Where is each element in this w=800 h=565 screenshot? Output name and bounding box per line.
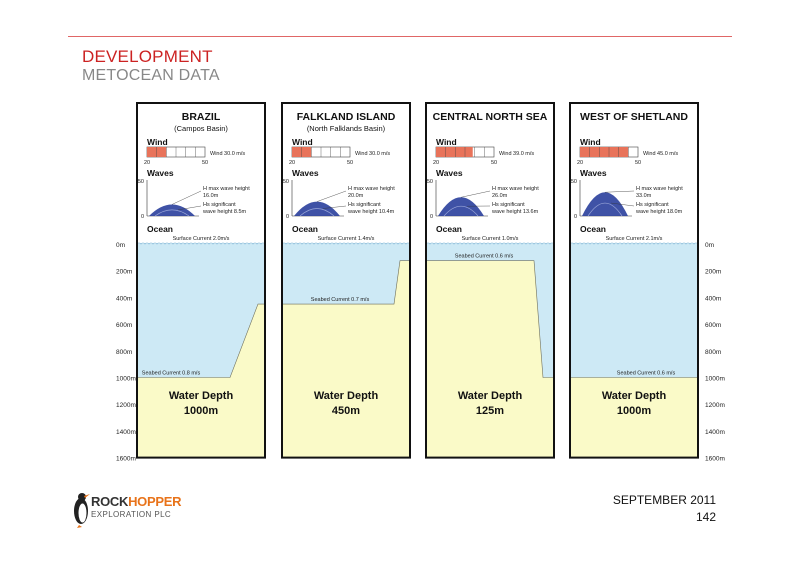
wave-axis-min: 0 [573, 214, 577, 220]
water-depth-value: 450m [331, 405, 361, 417]
wind-label: Wind [147, 137, 168, 147]
wind-scale-min: 20 [143, 160, 151, 166]
wave-axis-min: 0 [429, 214, 433, 220]
wind-speed-label: Wind 30.0 m/s [210, 151, 246, 157]
wind-bar-fill [436, 147, 473, 157]
page-number: 142 [695, 510, 716, 524]
hs-value: wave height 18.0m [636, 209, 683, 215]
wave-hmax-shape [438, 197, 484, 216]
wave-axis-min: 0 [285, 214, 289, 220]
panel-subtitle: (North Falklands Basin) [306, 124, 386, 133]
wind-scale-max: 50 [490, 160, 498, 166]
water-depth-value: 125m [475, 405, 505, 417]
water-depth-title: Water Depth [457, 390, 523, 402]
hmax-leader [461, 191, 490, 197]
hmax-label: H max wave height [203, 186, 250, 192]
ocean-label: Ocean [292, 224, 318, 234]
ocean-label: Ocean [147, 224, 173, 234]
waves-label: Waves [580, 168, 607, 178]
hs-value: wave height 13.6m [492, 209, 539, 215]
page-title: DEVELOPMENT [82, 47, 213, 66]
page-subtitle: METOCEAN DATA [82, 67, 220, 84]
wave-axis-max: 50 [282, 179, 289, 185]
hs-value: wave height 8.5m [203, 209, 247, 215]
hmax-leader [172, 191, 201, 204]
surface-current-label: Surface Current 2.1m/s [605, 236, 663, 242]
seabed-current-label: Seabed Current 0.6 m/s [454, 253, 514, 260]
depth-tick-right: 1600m [705, 455, 725, 463]
depth-tick-left: 1400m [116, 428, 136, 436]
sea-surface-line [426, 243, 554, 244]
hs-value: wave height 10.4m [348, 209, 395, 215]
wind-label: Wind [292, 137, 313, 147]
seabed-current-label: Seabed Current 0.8 m/s [141, 370, 201, 377]
panel-title: FALKLAND ISLAND [296, 111, 396, 123]
wind-scale-min: 20 [288, 160, 296, 166]
panel-subtitle: (Campos Basin) [174, 124, 228, 133]
water-depth-value: 1000m [616, 405, 652, 417]
water-depth-title: Water Depth [168, 390, 234, 402]
hs-label: Hs significant [348, 202, 381, 208]
seabed-profile [426, 261, 554, 458]
water-depth-title: Water Depth [313, 390, 379, 402]
logo-subtitle: EXPLORATION PLC [91, 510, 172, 519]
wind-scale-max: 50 [634, 160, 642, 166]
depth-tick-left: 1000m [116, 375, 136, 383]
wind-speed-label: Wind 30.0 m/s [355, 151, 391, 157]
depth-tick-right: 0m [705, 242, 715, 249]
hmax-label: H max wave height [636, 186, 683, 192]
wave-hmax-shape [582, 192, 628, 216]
wave-axis-max: 50 [570, 179, 577, 185]
wave-axis-min: 0 [140, 214, 144, 220]
panel-title: BRAZIL [181, 111, 221, 123]
hs-label: Hs significant [492, 202, 525, 208]
depth-tick-right: 600m [705, 322, 722, 330]
depth-tick-right: 1000m [705, 375, 725, 383]
wind-scale-min: 20 [432, 160, 440, 166]
wind-speed-label: Wind 39.0 m/s [499, 151, 535, 157]
wave-hmax-shape [149, 204, 195, 216]
depth-tick-left: 400m [116, 295, 133, 303]
water-depth-value: 1000m [183, 405, 219, 417]
ocean-label: Ocean [436, 224, 462, 234]
hmax-label: H max wave height [348, 186, 395, 192]
depth-tick-left: 200m [116, 268, 133, 276]
water-depth-title: Water Depth [601, 390, 667, 402]
sea-surface-line [282, 243, 410, 244]
depth-tick-left: 0m [116, 242, 126, 249]
sea-surface-line [137, 243, 265, 244]
surface-current-label: Surface Current 1.0m/s [461, 236, 519, 242]
hmax-value: 16.0m [203, 193, 219, 199]
hs-label: Hs significant [636, 202, 669, 208]
ocean-label: Ocean [580, 224, 606, 234]
wave-axis-max: 50 [426, 179, 433, 185]
waves-label: Waves [147, 168, 174, 178]
panel-title: WEST OF SHETLAND [580, 111, 688, 123]
hs-label: Hs significant [203, 202, 236, 208]
footer-date: SEPTEMBER 2011 [612, 493, 716, 507]
surface-current-label: Surface Current 2.0m/s [172, 236, 230, 242]
depth-tick-right: 200m [705, 268, 722, 276]
wind-bar-fill [580, 147, 628, 157]
hmax-value: 26.0m [492, 193, 508, 199]
depth-tick-left: 800m [116, 348, 133, 356]
seabed-current-label: Seabed Current 0.7 m/s [310, 297, 370, 304]
depth-tick-left: 1600m [116, 455, 136, 463]
depth-tick-left: 600m [116, 322, 133, 330]
surface-current-label: Surface Current 1.4m/s [317, 236, 375, 242]
wind-scale-min: 20 [576, 160, 584, 166]
waves-label: Waves [436, 168, 463, 178]
wind-scale-max: 50 [201, 160, 209, 166]
wind-label: Wind [580, 137, 601, 147]
hmax-leader [317, 191, 346, 202]
depth-tick-right: 1400m [705, 428, 725, 436]
wind-scale-max: 50 [346, 160, 354, 166]
hmax-label: H max wave height [492, 186, 539, 192]
wind-speed-label: Wind 45.0 m/s [643, 151, 679, 157]
depth-tick-right: 800m [705, 348, 722, 356]
depth-tick-right: 1200m [705, 402, 725, 410]
depth-tick-right: 400m [705, 295, 722, 303]
wave-axis-max: 50 [137, 179, 144, 185]
seabed-current-label: Seabed Current 0.6 m/s [616, 370, 676, 377]
waves-label: Waves [292, 168, 319, 178]
logo-wordmark: ROCKHOPPER [91, 494, 182, 509]
wind-label: Wind [436, 137, 457, 147]
panel-title: CENTRAL NORTH SEA [432, 111, 548, 123]
penguin-icon [74, 493, 90, 528]
hmax-leader [605, 191, 634, 192]
depth-tick-left: 1200m [116, 402, 136, 410]
sea-surface-line [570, 243, 698, 244]
hmax-value: 20.0m [348, 193, 364, 199]
hmax-value: 33.0m [636, 193, 652, 199]
